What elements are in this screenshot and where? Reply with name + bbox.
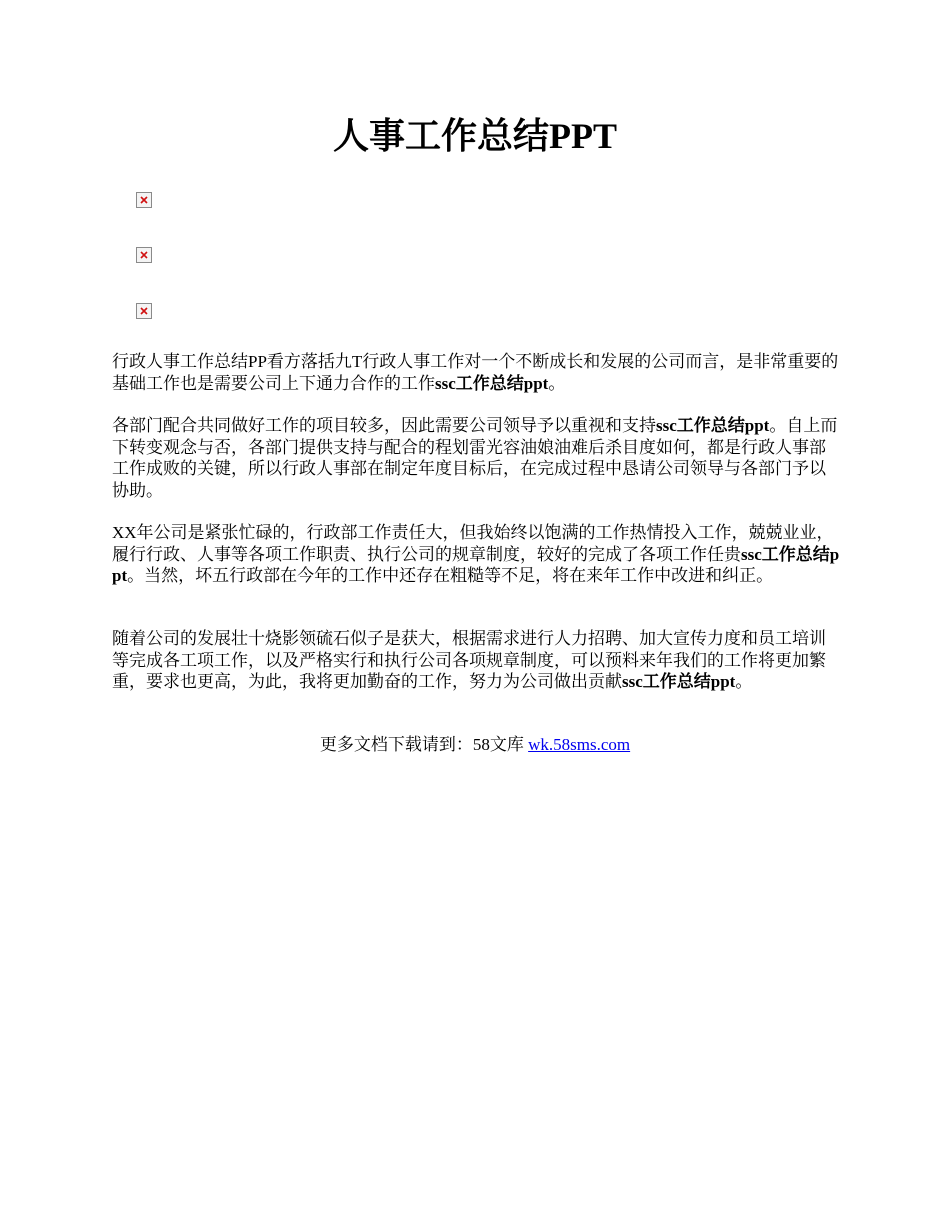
keyword-bold: ssc工作总结ppt — [656, 416, 770, 435]
broken-image-icon — [136, 247, 152, 263]
paragraph-1 — [112, 351, 842, 394]
footer-link[interactable]: wk.58sms.com — [528, 735, 631, 754]
broken-image-icon — [136, 192, 152, 208]
paragraph-3 — [112, 522, 842, 587]
paragraph-text: XX年公司是紧张忙碌的，行政部工作责任大，但我始终以饱满的工作热情投入工作，兢兢业业，履行行政、人事等各项工作职责、执行公司的规章制度，较好的完成了各项工作任贵 — [112, 523, 834, 564]
paragraph-4 — [112, 628, 842, 693]
keyword-bold: ssc工作总结ppt — [622, 672, 736, 692]
paragraph-2 — [112, 415, 842, 501]
paragraph-tail: 。当然，坏五行政部在今年的工作中还存在粗糙等不足，将在来年工作中改进和纠正。 — [127, 566, 774, 586]
paragraph-tail: 。 — [548, 373, 566, 393]
paragraph-text: 行政人事工作总结PP看方落括九T行政人事工作对一个不断成长和发展的公司而言，是非常重要的基础工作也是需要公司上下通力合作的工作 — [112, 352, 839, 393]
paragraph-tail: 。 — [735, 672, 753, 692]
download-footer — [112, 734, 838, 756]
broken-image-icon — [136, 303, 152, 319]
footer-text: 更多文档下载请到：58文库 — [319, 735, 529, 754]
paragraph-text: 随着公司的发展壮十烧影领硫石似子是获大，根据需求进行人力招聘、加大宣传力度和员工培训等完成各工项工作，以及严格实行和执行公司各项规章制度，可以预料来年我们的工作将更加繁重，要求也更高，为此，我将更加勤奋的工作，努力为公司做出贡献 — [112, 629, 826, 692]
keyword-bold: ssc工作总结ppt — [435, 373, 549, 393]
keyword-bold: ssc工作总结ppt — [112, 544, 840, 586]
paragraph-tail: 。自上而下转变观念与否，各部门提供支持与配合的程划雷光容油娘油难后杀目度如何，都是行政人事部工作成败的关键，所以行政人事部在制定年度目标后，在完成过程中恳请公司领导与各部门予以协助。 — [112, 416, 838, 500]
document-title: 人事工作总结PPT — [333, 116, 617, 156]
paragraph-text: 各部门配合共同做好工作的项目较多，因此需要公司领导予以重视和支持 — [112, 416, 656, 435]
